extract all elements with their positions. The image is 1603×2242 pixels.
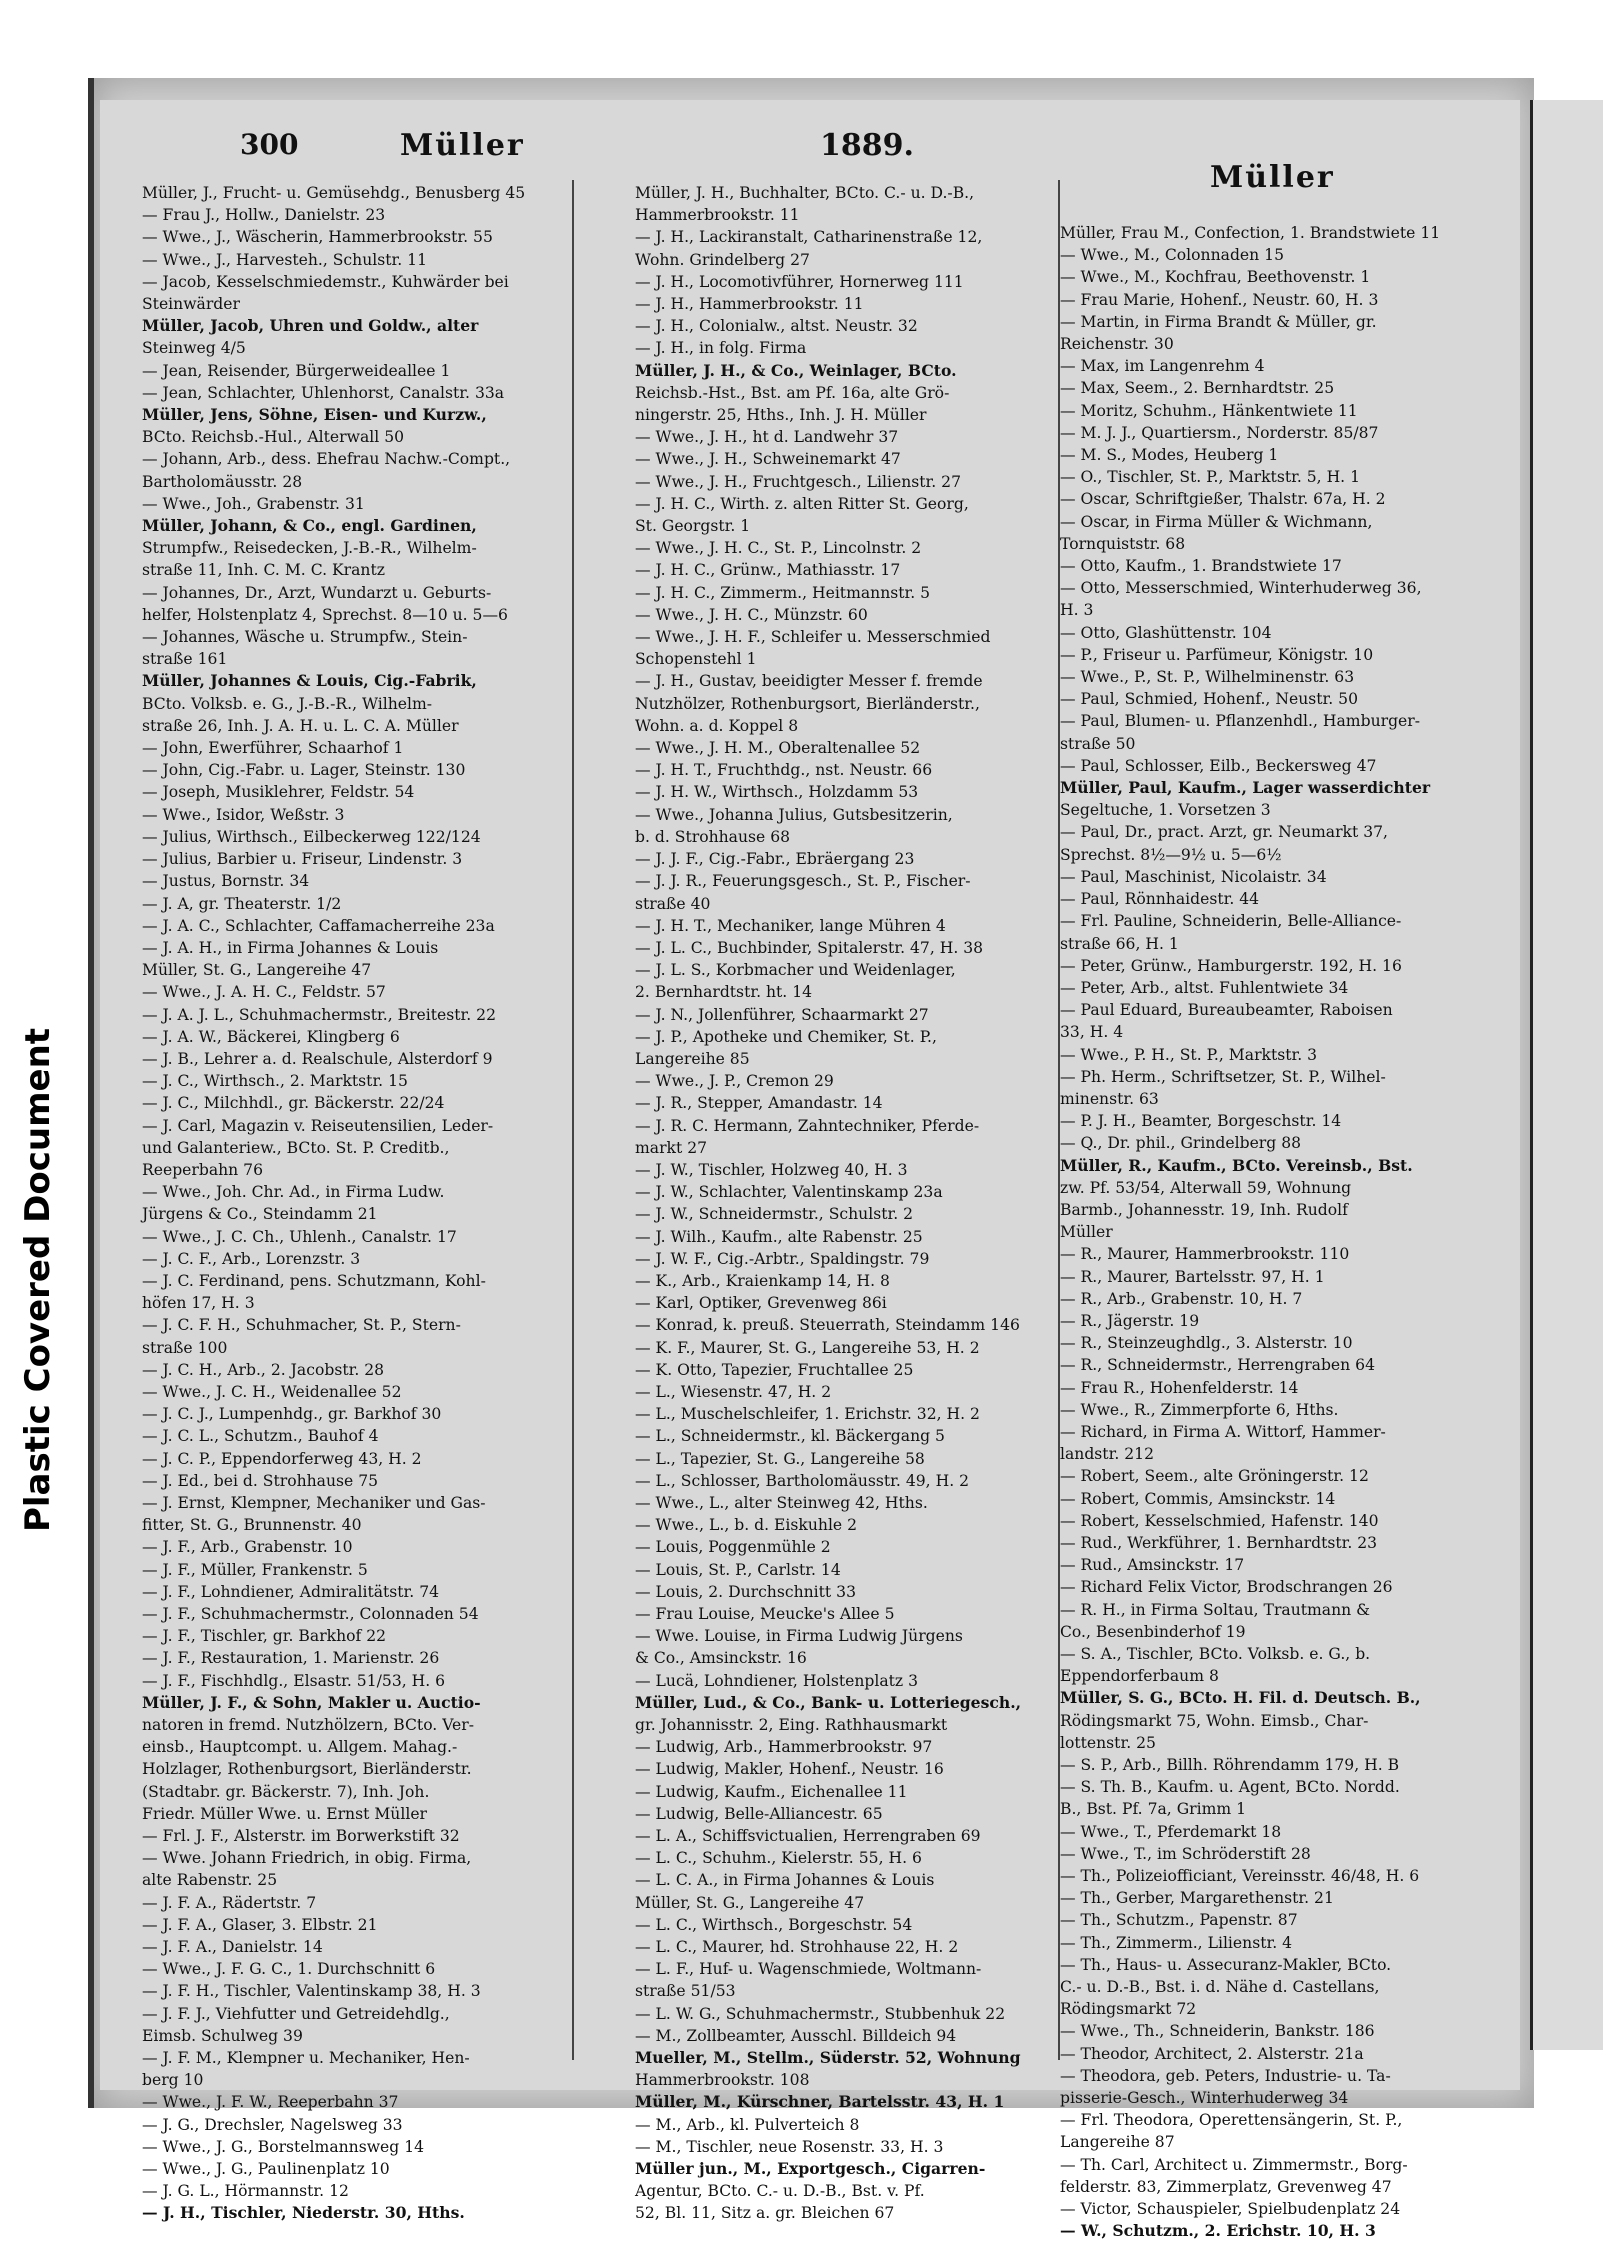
directory-entry: Wohn. a. d. Koppel 8 (635, 716, 799, 735)
directory-entry: — Wwe., Isidor, Weßstr. 3 (142, 805, 345, 824)
directory-entry: ningerstr. 25, Hths., Inh. J. H. Müller (635, 406, 927, 425)
directory-entry: — L. A., Schiffsvictualien, Herrengraben 69 (635, 1827, 981, 1846)
directory-entry: — Ludwig, Kaufm., Eichenallee 11 (635, 1782, 908, 1801)
directory-entry: — Wwe., J. H. C., St. P., Lincolnstr. 2 (635, 539, 922, 558)
directory-entry: — Wwe., L., alter Steinweg 42, Hths. (635, 1493, 928, 1512)
directory-entry: — J. W., Schlachter, Valentinskamp 23a (635, 1183, 943, 1202)
directory-entry: (Stadtabr. gr. Bäckerstr. 7), Inh. Joh. (142, 1782, 430, 1801)
directory-entry: — Louis, Poggenmühle 2 (635, 1538, 831, 1557)
directory-entry: zw. Pf. 53/54, Alterwall 59, Wohnung (1060, 1178, 1352, 1197)
directory-entry: Eimsb. Schulweg 39 (142, 2026, 303, 2045)
directory-entry: — Ludwig, Arb., Hammerbrookstr. 97 (635, 1738, 933, 1757)
directory-entry: Strumpfw., Reisedecken, J.-B.-R., Wilhelm- (142, 539, 477, 558)
directory-entry: Müller, Jens, Söhne, Eisen- und Kurzw., (142, 405, 487, 425)
directory-entry: — R., Steinzeughdlg., 3. Alsterstr. 10 (1060, 1334, 1353, 1353)
directory-entry: Holzlager, Rothenburgsort, Bierländerstr. (142, 1760, 472, 1779)
directory-entry: — J. A. H., in Firma Johannes & Louis (142, 938, 439, 957)
directory-entry: — Wwe., J. G., Borstelmannsweg 14 (142, 2137, 425, 2156)
directory-entry: Reeperbahn 76 (142, 1160, 264, 1179)
directory-entry: — J. H. W., Wirthsch., Holzdamm 53 (635, 783, 919, 802)
directory-entry: minenstr. 63 (1060, 1089, 1159, 1108)
directory-entry: — J. C. P., Eppendorferweg 43, H. 2 (142, 1449, 422, 1468)
directory-entry: — J. H., Hammerbrookstr. 11 (635, 295, 864, 314)
directory-entry: — Otto, Glashüttenstr. 104 (1060, 623, 1272, 642)
directory-entry: — Wwe., J. H. C., Münzstr. 60 (635, 605, 868, 624)
directory-entry: — J. F. H., Tischler, Valentinskamp 38, H. 3 (142, 1982, 481, 2001)
directory-entry: — J. F., Fischhdlg., Elsastr. 51/53, H. 6 (142, 1671, 446, 1690)
directory-entry: — Wwe., J., Harvesteh., Schulstr. 11 (142, 250, 427, 269)
directory-entry: — Max, im Langenrehm 4 (1060, 357, 1265, 376)
directory-entry: C.- u. D.-B., Bst. i. d. Nähe d. Castellans, (1060, 1978, 1380, 1997)
directory-entry: — J. L. S., Korbmacher und Weidenlager, (635, 961, 956, 980)
directory-entry: — Theodor, Architect, 2. Alsterstr. 21a (1060, 2044, 1364, 2063)
directory-entry: — Wwe., R., Zimmerpforte 6, Hths. (1060, 1400, 1339, 1419)
plastic-cover-label (8, 1020, 68, 1540)
directory-entry: — Theodora, geb. Peters, Industrie- u. Ta- (1060, 2066, 1391, 2085)
directory-entry: — M. J. J., Quartiersm., Norderstr. 85/87 (1060, 423, 1379, 442)
directory-entry: Barmb., Johannesstr. 19, Inh. Rudolf (1060, 1200, 1348, 1219)
directory-entry: — Wwe., J. H., Schweinemarkt 47 (635, 450, 901, 469)
directory-entry: — Otto, Kaufm., 1. Brandstwiete 17 (1060, 557, 1342, 576)
directory-entry: — Oscar, in Firma Müller & Wichmann, (1060, 512, 1373, 531)
directory-entry: — Paul, Rönnhaidestr. 44 (1060, 890, 1260, 909)
directory-entry: höfen 17, H. 3 (142, 1294, 255, 1313)
directory-entry: b. d. Strohhause 68 (635, 827, 791, 846)
directory-entry: — J. F. J., Viehfutter und Getreidehdlg., (142, 2004, 450, 2023)
directory-entry: straße 51/53 (635, 1982, 736, 2001)
directory-entry: — J. R. C. Hermann, Zahntechniker, Pferde- (635, 1116, 980, 1135)
directory-entry: helfer, Holstenplatz 4, Sprechst. 8—10 u. 5—6 (142, 605, 508, 624)
directory-entry: — Jean, Reisender, Bürgerweideallee 1 (142, 361, 451, 380)
directory-entry: — Wwe., J. F. W., Reeperbahn 37 (142, 2093, 399, 2112)
directory-entry: — S. Th. B., Kaufm. u. Agent, BCto. Nordd. (1060, 1778, 1400, 1797)
directory-entry: straße 100 (142, 1338, 228, 1357)
directory-entry: — Th., Gerber, Margarethenstr. 21 (1060, 1889, 1334, 1908)
directory-entry: — P., Friseur u. Parfümeur, Königstr. 10 (1060, 645, 1374, 664)
directory-entry: — J. L. C., Buchbinder, Spitalerstr. 47, H. 38 (635, 938, 984, 957)
directory-entry: — J. H., in folg. Firma (635, 339, 807, 358)
directory-entry: — Th., Haus- u. Assecuranz-Makler, BCto. (1060, 1955, 1392, 1974)
directory-entry: — Johannes, Dr., Arzt, Wundarzt u. Geburts- (142, 583, 492, 602)
directory-entry: Langereihe 87 (1060, 2133, 1175, 2152)
directory-entry: — Wwe., Johanna Julius, Gutsbesitzerin, (635, 805, 953, 824)
column-rule-1 (572, 180, 574, 2060)
directory-entry: — R., Jägerstr. 19 (1060, 1311, 1200, 1330)
directory-entry: — O., Tischler, St. P., Marktstr. 5, H. 1 (1060, 468, 1361, 487)
directory-entry: — Q., Dr. phil., Grindelberg 88 (1060, 1134, 1302, 1153)
directory-entry: — J. A. J. L., Schuhmachermstr., Breitestr. 22 (142, 1005, 497, 1024)
directory-entry: — Th., Zimmerm., Lilienstr. 4 (1060, 1933, 1293, 1952)
directory-entry: — J. H., Gustav, beeidigter Messer f. fremde (635, 672, 983, 691)
directory-entry: — Otto, Messerschmied, Winterhuderweg 36, (1060, 579, 1422, 598)
directory-entry: — M., Tischler, neue Rosenstr. 33, H. 3 (635, 2137, 944, 2156)
directory-entry: Müller, Johannes & Louis, Cig.-Fabrik, (142, 671, 477, 691)
directory-entry: — Konrad, k. preuß. Steuerrath, Steindamm 146 (635, 1316, 1020, 1335)
directory-entry: Müller, M., Kürschner, Bartelsstr. 43, H. 1 (635, 2092, 1005, 2112)
directory-entry: — J. F., Lohndiener, Admiralitätstr. 74 (142, 1582, 440, 1601)
directory-entry: — J. Ed., bei d. Strohhause 75 (142, 1471, 379, 1490)
directory-entry: landstr. 212 (1060, 1445, 1154, 1464)
directory-entry: straße 50 (1060, 734, 1136, 753)
directory-entry: — Paul Eduard, Bureaubeamter, Raboisen (1060, 1001, 1393, 1020)
directory-entry: Tornquiststr. 68 (1060, 534, 1186, 553)
directory-entry: Rödingsmarkt 72 (1060, 2000, 1197, 2019)
directory-entry: alte Rabenstr. 25 (142, 1871, 278, 1890)
directory-entry: — M. S., Modes, Heuberg 1 (1060, 446, 1279, 465)
directory-entry: — J. H. C., Grünw., Mathiasstr. 17 (635, 561, 901, 580)
directory-entry: — L. C., Wirthsch., Borgeschstr. 54 (635, 1915, 913, 1934)
directory-entry: — J. C. J., Lumpenhdg., gr. Barkhof 30 (142, 1405, 442, 1424)
directory-entry: — J. G. L., Hörmannstr. 12 (142, 2182, 349, 2201)
directory-entry: — Moritz, Schuhm., Hänkentwiete 11 (1060, 401, 1358, 420)
directory-entry: — Rud., Werkführer, 1. Bernhardtstr. 23 (1060, 1533, 1378, 1552)
directory-entry: — Wwe., P., St. P., Wilhelminenstr. 63 (1060, 668, 1355, 687)
directory-entry: Müller, Johann, & Co., engl. Gardinen, (142, 516, 477, 536)
directory-entry: St. Georgstr. 1 (635, 517, 751, 536)
directory-entry: — J. C. L., Schutzm., Bauhof 4 (142, 1427, 379, 1446)
directory-entry: — Th., Schutzm., Papenstr. 87 (1060, 1911, 1298, 1930)
directory-entry: straße 11, Inh. C. M. C. Krantz (142, 561, 385, 580)
directory-entry: — J. H., Lackiranstalt, Catharinenstraße 12, (635, 228, 983, 247)
directory-entry: Müller, J. H., & Co., Weinlager, BCto. (635, 360, 957, 380)
directory-entry: straße 26, Inh. J. A. H. u. L. C. A. Müller (142, 716, 459, 735)
directory-entry: natoren in fremd. Nutzhölzern, BCto. Ver- (142, 1716, 474, 1735)
directory-entry: — J. Carl, Magazin v. Reiseutensilien, Leder- (142, 1116, 494, 1135)
directory-entry: — J. N., Jollenführer, Schaarmarkt 27 (635, 1005, 929, 1024)
directory-entry: — Wwe., J., Wäscherin, Hammerbrookstr. 55 (142, 228, 493, 247)
directory-entry: — Wwe., J. H. M., Oberaltenallee 52 (635, 739, 921, 758)
directory-entry: — Jean, Schlachter, Uhlenhorst, Canalstr. 33a (142, 383, 505, 402)
directory-entry: — W., Schutzm., 2. Erichstr. 10, H. 3 (1060, 2221, 1376, 2241)
directory-entry: — J. B., Lehrer a. d. Realschule, Alsterdorf 9 (142, 1049, 493, 1068)
directory-entry: H. 3 (1060, 601, 1094, 620)
directory-entry: Agentur, BCto. C.- u. D.-B., Bst. v. Pf. (635, 2182, 925, 2201)
directory-entry: Müller, St. G., Langereihe 47 (142, 961, 372, 980)
directory-entry: — J. H. C., Zimmerm., Heitmannstr. 5 (635, 583, 931, 602)
directory-entry: Bartholomäusstr. 28 (142, 472, 303, 491)
directory-entry: Mueller, M., Stellm., Süderstr. 52, Wohnung (635, 2048, 1021, 2068)
directory-entry: — Max, Seem., 2. Bernhardtstr. 25 (1060, 379, 1335, 398)
directory-entry: — L. W. G., Schuhmachermstr., Stubbenhuk 22 (635, 2004, 1006, 2023)
directory-entry: — Paul, Blumen- u. Pflanzenhdl., Hamburger- (1060, 712, 1421, 731)
directory-entry: — John, Ewerführer, Schaarhof 1 (142, 739, 404, 758)
directory-entry: — Richard Felix Victor, Brodschrangen 26 (1060, 1578, 1393, 1597)
directory-entry: Friedr. Müller Wwe. u. Ernst Müller (142, 1804, 427, 1823)
directory-entry: — Wwe., J. H., Fruchtgesch., Lilienstr. 27 (635, 472, 962, 491)
directory-entry: — J. R., Stepper, Amandastr. 14 (635, 1094, 883, 1113)
directory-entry: Hammerbrookstr. 108 (635, 2071, 810, 2090)
directory-entry: — Johann, Arb., dess. Ehefrau Nachw.-Compt., (142, 450, 511, 469)
directory-entry: — Rud., Amsinckstr. 17 (1060, 1556, 1245, 1575)
directory-entry: — Martin, in Firma Brandt & Müller, gr. (1060, 312, 1377, 331)
directory-entry: — J. A, gr. Theaterstr. 1/2 (142, 894, 342, 913)
directory-entry: — Frau R., Hohenfelderstr. 14 (1060, 1378, 1299, 1397)
directory-entry: Müller (1060, 1223, 1113, 1242)
directory-entry: — J. A. W., Bäckerei, Klingberg 6 (142, 1027, 400, 1046)
directory-entry: — P. J. H., Beamter, Borgeschstr. 14 (1060, 1112, 1342, 1131)
directory-entry: — J. H., Tischler, Niederstr. 30, Hths. (142, 2203, 465, 2223)
directory-entry: — Wwe. Johann Friedrich, in obig. Firma, (142, 1849, 472, 1868)
directory-entry: — Wwe., T., Pferdemarkt 18 (1060, 1822, 1282, 1841)
directory-entry: Nutzhölzer, Rothenburgsort, Bierländerstr., (635, 694, 980, 713)
directory-entry: — J. W., Tischler, Holzweg 40, H. 3 (635, 1160, 908, 1179)
directory-entry: Müller, Paul, Kaufm., Lager wasserdichter (1060, 778, 1431, 798)
next-page-edge (1530, 100, 1603, 2050)
directory-entry: — Wwe., L., b. d. Eiskuhle 2 (635, 1516, 858, 1535)
directory-entry: — Frau Louise, Meucke's Allee 5 (635, 1605, 895, 1623)
directory-entry: — J. F., Restauration, 1. Marienstr. 26 (142, 1649, 440, 1668)
directory-entry: — Lucä, Lohndiener, Holstenplatz 3 (635, 1671, 918, 1690)
directory-entry: — Louis, 2. Durchschnitt 33 (635, 1582, 856, 1601)
directory-entry: — Louis, St. P., Carlstr. 14 (635, 1560, 841, 1579)
directory-entry: — Robert, Seem., alte Gröningerstr. 12 (1060, 1467, 1369, 1486)
directory-entry: — Wwe., J. G., Paulinenplatz 10 (142, 2160, 390, 2179)
directory-entry: Müller, St. G., Langereihe 47 (635, 1893, 865, 1912)
directory-entry: — L., Tapezier, St. G., Langereihe 58 (635, 1449, 925, 1468)
directory-entry: — Ph. Herm., Schriftsetzer, St. P., Wilhel- (1060, 1067, 1386, 1086)
directory-entry: — L. C. A., in Firma Johannes & Louis (635, 1871, 935, 1890)
directory-entry: pisserie-Gesch., Winterhuderweg 34 (1060, 2089, 1349, 2108)
directory-entry: — K. F., Maurer, St. G., Langereihe 53, H. 2 (635, 1338, 980, 1357)
directory-entry: — Frau Marie, Hohenf., Neustr. 60, H. 3 (1060, 290, 1379, 309)
directory-entry: — Wwe., T., im Schröderstift 28 (1060, 1844, 1311, 1863)
directory-entry: — Paul, Schlosser, Eilb., Beckersweg 47 (1060, 756, 1377, 775)
entries-column-2 (635, 182, 1060, 2223)
directory-entry: — J. C. F. H., Schuhmacher, St. P., Stern- (142, 1316, 461, 1335)
directory-entry: — Wwe., J. H. F., Schleifer u. Messerschmied (635, 628, 991, 647)
directory-entry: — J. F., Tischler, gr. Barkhof 22 (142, 1627, 387, 1646)
directory-entry: Segeltuche, 1. Vorsetzen 3 (1060, 801, 1271, 820)
directory-entry: Langereihe 85 (635, 1049, 750, 1068)
directory-entry: — Peter, Grünw., Hamburgerstr. 192, H. 16 (1060, 956, 1402, 975)
directory-entry: — Johannes, Wäsche u. Strumpfw., Stein- (142, 628, 468, 647)
directory-entry: — Wwe., Joh. Chr. Ad., in Firma Ludw. (142, 1183, 445, 1202)
directory-entry: — M., Zollbeamter, Ausschl. Billdeich 94 (635, 2026, 957, 2045)
directory-entry: 33, H. 4 (1060, 1023, 1124, 1042)
directory-entry: & Co., Amsinckstr. 16 (635, 1649, 807, 1668)
directory-entry: — J. G., Drechsler, Nagelsweg 33 (142, 2115, 403, 2134)
directory-entry: Reichsb.-Hst., Bst. am Pf. 16a, alte Grö- (635, 383, 950, 402)
directory-entry: — Peter, Arb., altst. Fuhlentwiete 34 (1060, 978, 1349, 997)
directory-entry: — J. H., Locomotivführer, Hornerweg 111 (635, 272, 964, 291)
directory-entry: — J. J. F., Cig.-Fabr., Ebräergang 23 (635, 850, 915, 869)
directory-entry: — J. F., Arb., Grabenstr. 10 (142, 1538, 353, 1557)
directory-entry: — J. H., Colonialw., altst. Neustr. 32 (635, 317, 918, 336)
directory-entry: — J. Wilh., Kaufm., alte Rabenstr. 25 (635, 1227, 923, 1246)
directory-entry: — J. F., Müller, Frankenstr. 5 (142, 1560, 368, 1579)
directory-entry: — J. C. F., Arb., Lorenzstr. 3 (142, 1249, 361, 1268)
directory-entry: — J. H. C., Wirth. z. alten Ritter St. Georg, (635, 494, 969, 513)
directory-entry: — J. C. H., Arb., 2. Jacobstr. 28 (142, 1360, 385, 1379)
directory-entry: — J. A. C., Schlachter, Caffamacherreihe 23a (142, 916, 495, 935)
directory-entry: felderstr. 83, Zimmerplatz, Grevenweg 47 (1060, 2177, 1392, 2196)
directory-entry: — Wwe., Th., Schneiderin, Bankstr. 186 (1060, 2022, 1375, 2041)
directory-entry: — Th., Polizeiofficiant, Vereinsstr. 46/48, H. 6 (1060, 1867, 1420, 1886)
directory-entry: Müller, J. H., Buchhalter, BCto. C.- u. D.-B., (635, 184, 975, 202)
directory-entry: straße 40 (635, 894, 711, 913)
directory-entry: — J. W. F., Cig.-Arbtr., Spaldingstr. 79 (635, 1249, 930, 1268)
directory-entry: — Wwe., M., Kochfrau, Beethovenstr. 1 (1060, 268, 1371, 287)
directory-entry: Steinwärder (142, 295, 240, 314)
directory-entry: Müller, S. G., BCto. H. Fil. d. Deutsch. B., (1060, 1688, 1421, 1708)
directory-entry: — Wwe., J. F. G. C., 1. Durchschnitt 6 (142, 1960, 436, 1979)
directory-entry: — Paul, Schmied, Hohenf., Neustr. 50 (1060, 690, 1359, 709)
directory-entry: — Oscar, Schriftgießer, Thalstr. 67a, H. 2 (1060, 490, 1386, 509)
page-number: 300 (240, 128, 299, 161)
directory-entry: — S. A., Tischler, BCto. Volksb. e. G., b. (1060, 1645, 1371, 1663)
running-head-right: Müller (1210, 160, 1335, 195)
directory-entry: — Richard, in Firma A. Wittorf, Hammer- (1060, 1422, 1386, 1441)
directory-entry: — M., Arb., kl. Pulverteich 8 (635, 2115, 860, 2134)
directory-entry: Rödingsmarkt 75, Wohn. Eimsb., Char- (1060, 1711, 1369, 1730)
directory-entry: — K., Arb., Kraienkamp 14, H. 8 (635, 1271, 890, 1290)
directory-entry: — J. F., Schuhmachermstr., Colonnaden 54 (142, 1605, 479, 1623)
directory-entry: — J. Ernst, Klempner, Mechaniker und Gas- (142, 1493, 486, 1512)
directory-entry: — L., Schneidermstr., kl. Bäckergang 5 (635, 1427, 945, 1446)
directory-entry: markt 27 (635, 1138, 708, 1157)
directory-entry: und Galanteriew., BCto. St. P. Creditb., (142, 1138, 450, 1157)
directory-entry: — Wwe. Louise, in Firma Ludwig Jürgens (635, 1627, 963, 1646)
directory-entry: — L., Muschelschleifer, 1. Erichstr. 32, H. 2 (635, 1405, 980, 1424)
directory-entry: — Victor, Schauspieler, Spielbudenplatz 24 (1060, 2200, 1401, 2219)
directory-entry: — Wwe., J. H., ht d. Landwehr 37 (635, 428, 899, 447)
directory-entry: fitter, St. G., Brunnenstr. 40 (142, 1516, 362, 1535)
directory-entry: 2. Bernhardtstr. ht. 14 (635, 983, 813, 1002)
directory-entry: — John, Cig.-Fabr. u. Lager, Steinstr. 130 (142, 761, 466, 780)
directory-page (100, 100, 1520, 2241)
directory-entry: Co., Besenbinderhof 19 (1060, 1622, 1246, 1641)
directory-entry: gr. Johannisstr. 2, Eing. Rathhausmarkt (635, 1716, 948, 1735)
directory-entry: — J. F. A., Glaser, 3. Elbstr. 21 (142, 1915, 378, 1934)
directory-entry: Reichenstr. 30 (1060, 335, 1174, 354)
directory-entry: — R. H., in Firma Soltau, Trautmann & (1060, 1600, 1371, 1619)
directory-entry: — Frl. J. F., Alsterstr. im Borwerkstift 32 (142, 1827, 460, 1846)
directory-entry: einsb., Hauptcompt. u. Allgem. Mahag.- (142, 1738, 458, 1757)
directory-entry: — Julius, Wirthsch., Eilbeckerweg 122/124 (142, 827, 481, 846)
directory-entry: lottenstr. 25 (1060, 1733, 1156, 1752)
directory-entry: — L., Schlosser, Bartholomäusstr. 49, H. 2 (635, 1471, 970, 1490)
directory-entry: Steinweg 4/5 (142, 339, 246, 358)
directory-entry: BCto. Volksb. e. G., J.-B.-R., Wilhelm- (142, 694, 433, 713)
directory-entry: — Paul, Maschinist, Nicolaistr. 34 (1060, 867, 1327, 886)
directory-entry: — Wwe., M., Colonnaden 15 (1060, 246, 1284, 265)
directory-entry: — Th. Carl, Architect u. Zimmermstr., Borg- (1060, 2155, 1408, 2174)
directory-entry: — J. F. A., Rädertstr. 7 (142, 1893, 317, 1912)
directory-entry: — Jacob, Kesselschmiedemstr., Kuhwärder bei (142, 272, 509, 291)
directory-entry: Müller, Lud., & Co., Bank- u. Lotteriegesch., (635, 1692, 1022, 1712)
directory-entry: — R., Arb., Grabenstr. 10, H. 7 (1060, 1289, 1303, 1308)
directory-entry: — Wwe., J. C. Ch., Uhlenh., Canalstr. 17 (142, 1227, 457, 1246)
directory-entry: — Wwe., Joh., Grabenstr. 31 (142, 494, 365, 513)
directory-entry: Müller, Jacob, Uhren und Goldw., alter (142, 316, 479, 336)
directory-entry: — L. F., Huf- u. Wagenschmiede, Woltmann- (635, 1960, 982, 1979)
directory-entry: — Justus, Bornstr. 34 (142, 872, 310, 891)
directory-entry: — S. P., Arb., Billh. Röhrendamm 179, H. B (1060, 1756, 1400, 1775)
directory-entry: — Julius, Barbier u. Friseur, Lindenstr. 3 (142, 850, 463, 869)
directory-entry: straße 66, H. 1 (1060, 934, 1179, 953)
directory-entry: — R., Maurer, Hammerbrookstr. 110 (1060, 1245, 1350, 1264)
directory-entry: — Ludwig, Makler, Hohenf., Neustr. 16 (635, 1760, 944, 1779)
directory-entry: — Wwe., J. C. H., Weidenallee 52 (142, 1382, 402, 1401)
directory-entry: — J. P., Apotheke und Chemiker, St. P., (635, 1027, 937, 1046)
directory-entry: — Frau J., Hollw., Danielstr. 23 (142, 206, 386, 225)
directory-entry: — Wwe., J. A. H. C., Feldstr. 57 (142, 983, 386, 1002)
page-year: 1889. (820, 128, 914, 163)
directory-entry: — J. H. T., Fruchthdg., nst. Neustr. 66 (635, 761, 933, 780)
entries-column-3 (1060, 222, 1485, 2241)
directory-entry: Müller, J. F., & Sohn, Makler u. Auctio- (142, 1692, 481, 1712)
directory-entry: — L. C., Maurer, hd. Strohhause 22, H. 2 (635, 1938, 959, 1957)
directory-entry: — Frl. Pauline, Schneiderin, Belle-Alliance- (1060, 912, 1402, 931)
directory-entry: — J. H. T., Mechaniker, lange Mühren 4 (635, 916, 946, 935)
directory-entry: — J. C. Ferdinand, pens. Schutzmann, Kohl- (142, 1271, 486, 1290)
directory-entry: — Paul, Dr., pract. Arzt, gr. Neumarkt 37, (1060, 823, 1389, 842)
directory-entry: — J. F. M., Klempner u. Mechaniker, Hen- (142, 2049, 470, 2068)
directory-entry: — Wwe., J. P., Cremon 29 (635, 1072, 834, 1091)
directory-entry: 52, Bl. 11, Sitz a. gr. Bleichen 67 (635, 2204, 895, 2223)
directory-entry: — Wwe., P. H., St. P., Marktstr. 3 (1060, 1045, 1318, 1064)
directory-entry: Schopenstehl 1 (635, 650, 757, 669)
entries-column-1 (142, 182, 567, 2223)
directory-entry: B., Bst. Pf. 7a, Grimm 1 (1060, 1800, 1247, 1819)
directory-entry: Wohn. Grindelberg 27 (635, 250, 810, 269)
directory-entry: — J. C., Milchhdl., gr. Bäckerstr. 22/24 (142, 1094, 445, 1113)
directory-entry: — J. F. A., Danielstr. 14 (142, 1938, 323, 1957)
directory-entry: Müller jun., M., Exportgesch., Cigarren- (635, 2159, 986, 2179)
directory-entry: — R., Schneidermstr., Herrengraben 64 (1060, 1356, 1376, 1375)
directory-entry: Sprechst. 8½—9½ u. 5—6½ (1060, 845, 1282, 864)
directory-entry: Müller, J., Frucht- u. Gemüsehdg., Benusberg 45 (142, 184, 526, 202)
directory-entry: straße 161 (142, 650, 228, 669)
directory-entry: Jürgens & Co., Steindamm 21 (142, 1205, 378, 1224)
directory-entry: — K. Otto, Tapezier, Fruchtallee 25 (635, 1360, 914, 1379)
directory-entry: — L. C., Schuhm., Kielerstr. 55, H. 6 (635, 1849, 922, 1868)
directory-entry: — Ludwig, Belle-Alliancestr. 65 (635, 1804, 883, 1823)
directory-entry: — L., Wiesenstr. 47, H. 2 (635, 1382, 832, 1401)
directory-entry: Müller, R., Kaufm., BCto. Vereinsb., Bst. (1060, 1155, 1413, 1175)
directory-entry: — R., Maurer, Bartelsstr. 97, H. 1 (1060, 1267, 1325, 1286)
directory-entry: — J. W., Schneidermstr., Schulstr. 2 (635, 1205, 914, 1224)
side-label-text: Plastic Covered Document (18, 1027, 59, 1533)
directory-entry: — Joseph, Musiklehrer, Feldstr. 54 (142, 783, 415, 802)
directory-entry: Eppendorferbaum 8 (1060, 1667, 1219, 1686)
directory-entry: Hammerbrookstr. 11 (635, 206, 800, 225)
directory-entry: BCto. Reichsb.-Hul., Alterwall 50 (142, 428, 405, 447)
directory-entry: — J. C., Wirthsch., 2. Marktstr. 15 (142, 1072, 408, 1091)
directory-entry: — Karl, Optiker, Grevenweg 86i (635, 1294, 887, 1313)
directory-entry: Müller, Frau M., Confection, 1. Brandstwiete 11 (1060, 224, 1441, 242)
running-head-left: Müller (400, 128, 525, 163)
directory-entry: berg 10 (142, 2071, 204, 2090)
directory-entry: — J. J. R., Feuerungsgesch., St. P., Fischer- (635, 872, 971, 891)
directory-entry: — Frl. Theodora, Operettensängerin, St. P., (1060, 2111, 1403, 2130)
directory-entry: — Robert, Kesselschmied, Hafenstr. 140 (1060, 1511, 1379, 1530)
directory-entry: — Robert, Commis, Amsinckstr. 14 (1060, 1489, 1336, 1508)
